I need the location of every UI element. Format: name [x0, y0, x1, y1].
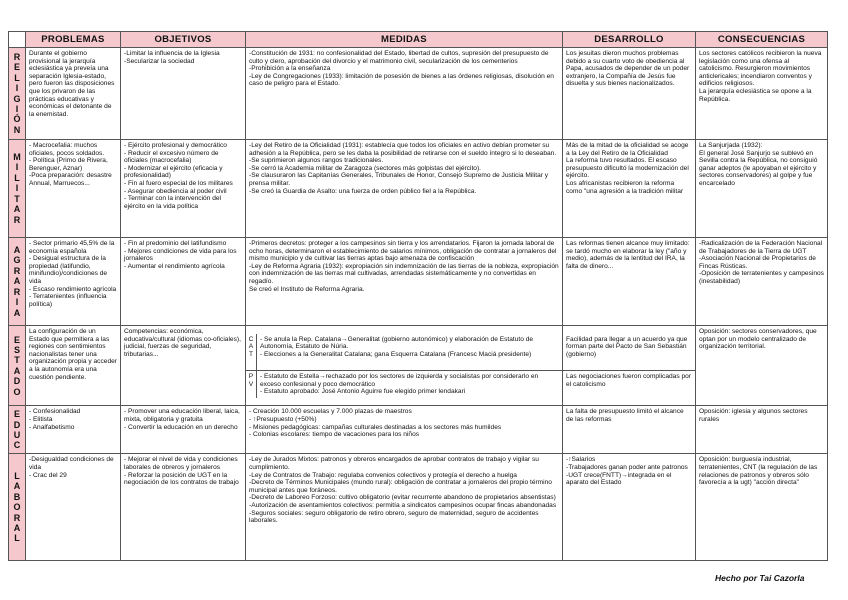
medidas-subtable: [246, 334, 562, 398]
cell-medidas: -Ley del Retiro de la Oficialidad (1931): establecía que todos los oficiales en activo debían prometer su adhesión a la República, pero se les daba la posibilidad de retirarse con el sueldo íntegro si lo deseaban. -Se suprimieron algunos rangos tradicionales. -Se cerró la Academia militar de Zaragoza (sectores más golpistas del ejército). -Se clausuraron las Capitanías Generales, Tribunales de Honor, Consejo Supremo de Justicia Militar y prensa militar. -Se creó la Guardia de Asalto: una fuerza de orden público fiel a la República.: [246, 140, 563, 238]
cell-desarrollo: -↑Salarios -Trabajadores ganan poder ante patronos -UGT crece(FNTT)→integrada en el aparato del Estado: [563, 454, 696, 561]
cell-problemas: -Desigualdad condiciones de vida - Crac del 29: [26, 454, 121, 561]
table-row-educ: [9, 406, 828, 454]
cell-objetivos: - Promover una educación liberal, laica, mixta, obligatoria y gratuita - Convertir la educación en un derecho: [121, 406, 246, 454]
cell-objetivos: - Ejército profesional y democrático - Reducir el excesivo número de oficiales (macrocefalia) - Modernizar el ejército (eficacia y profesionalidad) - Fin al fuero especial de los militares - Asegurar obediencia al poder civil - Terminar con la intervención del ejército en la vida política: [121, 140, 246, 238]
desarrollo-subtable: [563, 334, 695, 391]
cell-medidas: -Constitución de 1931: no confesionalidad del Estado, libertad de cultos, supresión del presupuesto de culto y clero, aprobación del divorcio y el matrimonio civil, secularización de los cementerios -Prohibición a la enseñanza -Ley de Congregaciones (1933): limitación de posesión de bienes a las órdenes religiosas, disolución en caso de peligro para el Estado.: [246, 48, 563, 140]
cell-desarrollo: Las reformas tienen alcance muy limitado: se tardó mucho en elaborar la ley ("año y medio), además de la lentitud del IRA, la falta de dinero...: [563, 238, 696, 326]
cell-medidas: [246, 326, 563, 406]
table-row-laboral: [9, 454, 828, 561]
table-row-religion: [9, 48, 828, 140]
row-label-estado: E S T A D O: [9, 326, 26, 406]
cell-objetivos: -Limitar la influencia de la Iglesia -Secularizar la sociedad: [121, 48, 246, 140]
row-label-educ: E D U C: [9, 406, 26, 454]
author-signature: Hecho por Tai Cazorla: [715, 573, 805, 583]
cell-medidas: -Ley de Jurados Mixtos: patronos y obreros encargados de aprobar contratos de trabajo y vigilar su cumplimiento. -Ley de Contratos de Trabajo: regulaba convenios colectivos y protegía el derecho a huelga -Decreto de Términos Municipales (mundo rural): obligación de contratar a jornaleros del propio término municipal antes que foráneos. -Decreto de Laboreo Forzoso: cultivo obligatorio (evitar recurrente abandono de propietarios absentistas) -Autorización de asentamientos colectivos: permitía a sindicatos campesinos ocupar fincas abandonadas -Seguros sociales: seguro obligatorio de retiro obrero, seguro de maternidad, seguro de accidentes laborales.: [246, 454, 563, 561]
header-row: [9, 32, 828, 48]
header-problemas: PROBLEMAS: [26, 32, 121, 48]
sublabel-cat: C A T: [246, 334, 257, 371]
header-consecuencias: CONSECUENCIAS: [696, 32, 828, 48]
cell-problemas: - Sector primario 45,5% de la economía española - Desigual estructura de la propiedad (latifundio, minifundio)/condiciones de vida - Escaso rendimiento agrícola - Terratenientes (influencia política): [26, 238, 121, 326]
row-label-laboral: L A B O R A L: [9, 454, 26, 561]
subcell-pv-text: - Estatuto de Estella→rechazado por los sectores de izquierda y socialistas por considerarlo en exceso confesional y poco democrático - Estatuto aprobado: José Antonio Aguirre fue elegido primer lendakari: [260, 373, 539, 396]
cell-problemas: Durante el gobierno provisional la jerarquía eclesiástica ya preveía una separación Iglesia-estado, pero fueron las disposiciones que los privaron de las prácticas educativas y económicas el detonante de la enemistad.: [26, 48, 121, 140]
subrow-pais-vasco: [246, 371, 562, 398]
subcell-cat-text: - Se anula la Rep. Catalana→Generalitat (gobierno autonómico) y elaboración de Estatuto de Autonomía, Estatuto de Núria. - Elecciones a la Generalitat Catalana; gana Esquerra Catalana (Francesc Maciá presidente): [257, 334, 563, 371]
row-label-agraria: A G R A R I A: [9, 238, 26, 326]
cell-consecuencias: Oposición: iglesia y algunos sectores rurales: [696, 406, 828, 454]
cell-consecuencias: -Radicalización de la Federación Nacional de Trabajadores de la Tierra de UGT -Asociación Nacional de Propietarios de Fincas Rústicas. -Oposición de terratenientes y campesinos (inestabilidad): [696, 238, 828, 326]
cell-problemas: - Confesionalidad - Elitista - Analfabetismo: [26, 406, 121, 454]
reform-table: [8, 31, 828, 561]
cell-consecuencias: Oposición: burguesía industrial, terratenientes, CNT (la regulación de las relaciones de patronos y obreros sólo favorecía a la ugt) "acción directa": [696, 454, 828, 561]
header-desarrollo: DESARROLLO: [563, 32, 696, 48]
cell-consecuencias: Oposición: sectores conservadores, que optan por un modelo centralizado de organización territorial.: [696, 326, 828, 406]
subrow-desarrollo-cat: [563, 334, 695, 371]
table-row-agraria: [9, 238, 828, 326]
subrow-cataluna: [246, 334, 562, 371]
cell-desarrollo: [563, 326, 696, 406]
table-row-militar: [9, 140, 828, 238]
reform-table-container: [8, 31, 828, 561]
subcell-desarrollo-cat: Facilidad para llegar a un acuerdo ya que forman parte del Pacto de San Sebastián (gobierno): [563, 334, 695, 371]
cell-desarrollo: La falta de presupuesto limitó el alcance de las reformas: [563, 406, 696, 454]
cell-problemas: - Macrocefalia: muchos oficiales, pocos soldados. - Política (Primo de Rivera, Berenguer, Aznar) -Poca preparación: desastre Annual, Marruecos...: [26, 140, 121, 238]
row-label-religion: R E L I G I Ó N: [9, 48, 26, 140]
cell-medidas: -Primeros decretos: proteger a los campesinos sin tierra y los arrendatarios. Fijaron la jornada laboral de ocho horas, determinaron el establecimiento de salarios mínimos, obligación de contratar a jornaleros del mismo municipio y de cultivar las tierras aptas bajo amenaza de confiscación -Ley de Reforma Agraria (1932): expropiación sin indemnización de las tierras de la nobleza, expropiación con indemnización de las tierras mal cultivadas, arrendadas sistemáticamente y no convertidas en regadío. Se creó el Instituto de Reforma Agraria.: [246, 238, 563, 326]
cell-medidas: - Creación 10.000 escuelas y 7.000 plazas de maestros - ↑Presupuesto (+50%) - Misiones pedagógicas: campañas culturales destinadas a los sectores más humildes - Colonias escolares: tiempo de vacaciones para los niños: [246, 406, 563, 454]
cell-objetivos: - Mejorar el nivel de vida y condiciones laborales de obreros y jornaleros - Reforzar la posición de UGT en la negociación de los contratos de trabajo: [121, 454, 246, 561]
cell-desarrollo: Más de la mitad de la oficialidad se acoge a la Ley del Retiro de la Oficialidad La reforma tuvo resultados. El escaso presupuesto dificultó la modernización del ejército. Los africanistas recibieron la reforma como "una agresión a la tradición militar: [563, 140, 696, 238]
table-row-estado: [9, 326, 828, 406]
header-medidas: MEDIDAS: [246, 32, 563, 48]
subcell-desarrollo-pv: Las negociaciones fueron complicadas por el catolicismo: [566, 373, 691, 388]
cell-objetivos: Competencias: económica, educativa/cultural (idiomas co-oficiales), judicial, fuerzas de seguridad, tributarias...: [121, 326, 246, 406]
subrow-desarrollo-pv: [563, 371, 695, 391]
header-objetivos: OBJETIVOS: [121, 32, 246, 48]
cell-consecuencias: Los sectores católicos recibieron la nueva legislación como una ofensa al catolicismo. Resurgieron movimientos anticlericales; incendiaron conventos y edificios religiosos. La jerarquía eclesiástica se opone a la República.: [696, 48, 828, 140]
cell-objetivos: - Fin al predominio del latifundismo - Mejores condiciones de vida para los jornaleros - Aumentar el rendimiento agrícola: [121, 238, 246, 326]
cell-problemas: La configuración de un Estado que permitiera a las regiones con sentimientos nacionalistas tener una organización propia y acceder a la autonomía era una cuestión pendiente.: [26, 326, 121, 406]
header-corner: [9, 32, 26, 48]
cell-desarrollo: Los jesuitas dieron muchos problemas debido a su cuarto voto de obediencia al Papa, acusados de depender de un poder extranjero, la Compañía de Jesús fue disuelta y sus bienes nacionalizados.: [563, 48, 696, 140]
row-label-militar: M I L I T A R: [9, 140, 26, 238]
cell-consecuencias: La Sanjurjada (1932): El general José Sanjurjo se sublevó en Sevilla contra la República, no consiguió ganar adeptos (le apoyaban el ejército y sectores conservadores) al golpe y fue encarcelado: [696, 140, 828, 238]
sublabel-pv: P V: [246, 371, 257, 398]
